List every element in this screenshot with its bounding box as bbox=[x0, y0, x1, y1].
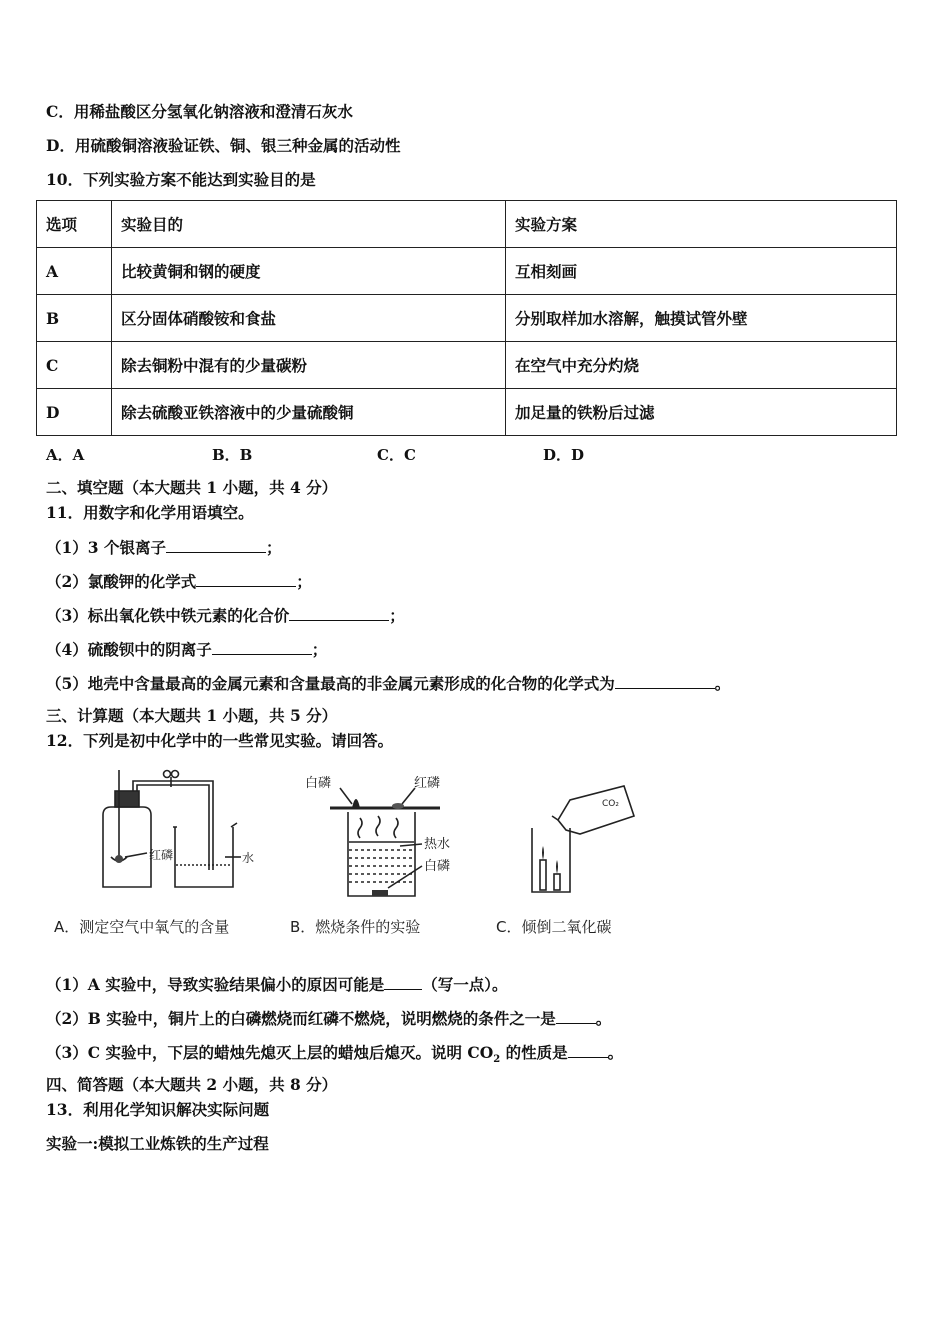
row-goal: 除去铜粉中混有的少量碳粉 bbox=[112, 342, 506, 389]
caption-a: A．测定空气中氧气的含量 bbox=[54, 918, 230, 936]
answer-blank[interactable] bbox=[615, 672, 715, 689]
row-plan: 在空气中充分灼烧 bbox=[506, 342, 897, 389]
label-white-phosphorus-bottom: 白磷 bbox=[424, 859, 451, 874]
answer-blank[interactable] bbox=[212, 638, 312, 655]
white-phosphorus-marker bbox=[372, 890, 388, 896]
label-red-phosphorus-a: 红磷 bbox=[149, 848, 174, 862]
answer-blank[interactable] bbox=[556, 1007, 596, 1024]
row-plan: 加足量的铁粉后过滤 bbox=[506, 389, 897, 436]
header-goal: 实验目的 bbox=[112, 201, 506, 248]
answer-blank[interactable] bbox=[196, 570, 296, 587]
q10-choice-c: C．C bbox=[377, 446, 416, 464]
q11-item-4-text: （4）硫酸钡中的阴离子 bbox=[46, 640, 212, 659]
q11-item-1-end: ； bbox=[265, 538, 282, 557]
q11-item-2-text: （2）氯酸钾的化学式 bbox=[46, 572, 197, 591]
q12-stem: 12．下列是初中化学中的一些常见实验。请回答。 bbox=[46, 731, 394, 750]
label-water: 水 bbox=[242, 851, 255, 865]
q12-sub-1-end: （写一点）。 bbox=[422, 975, 508, 994]
q11-item-3-end: ； bbox=[389, 606, 405, 625]
q11-item-2-end: ； bbox=[296, 572, 312, 591]
section2-heading: 二、填空题（本大题共 1 小题，共 4 分） bbox=[46, 478, 338, 497]
row-key: B bbox=[37, 295, 112, 342]
label-hot-water: 热水 bbox=[424, 837, 451, 852]
q12-sub-3-pre: （3）C 实验中，下层的蜡烛先熄灭上层的蜡烛后熄灭。说明 CO bbox=[46, 1043, 494, 1062]
header-option: 选项 bbox=[37, 201, 112, 248]
answer-blank[interactable] bbox=[289, 604, 389, 621]
q12-sub-2-end: 。 bbox=[595, 1009, 612, 1028]
table-row bbox=[37, 248, 897, 295]
header-plan: 实验方案 bbox=[506, 201, 897, 248]
answer-blank[interactable] bbox=[568, 1041, 608, 1058]
q12-sub-1 bbox=[46, 973, 507, 995]
q11-item-4 bbox=[46, 638, 327, 660]
q12-sub-1-text: （1）A 实验中，导致实验结果偏小的原因可能是 bbox=[46, 975, 385, 994]
experiment-1-title: 实验一:模拟工业炼铁的生产过程 bbox=[46, 1134, 269, 1153]
q11-item-2 bbox=[46, 570, 312, 592]
flame-icon bbox=[352, 799, 360, 808]
q12-sub-2 bbox=[46, 1007, 611, 1029]
q12-sub-3-end: 。 bbox=[607, 1043, 624, 1062]
table-row bbox=[37, 389, 897, 436]
figure-b-apparatus bbox=[300, 768, 480, 900]
section3-heading: 三、计算题（本大题共 1 小题，共 5 分） bbox=[46, 706, 338, 725]
upper-flame-icon bbox=[542, 846, 544, 860]
figure-a-apparatus bbox=[95, 765, 260, 895]
q9-option-d: D．用硫酸铜溶液验证铁、铜、银三种金属的活动性 bbox=[46, 136, 401, 155]
lower-flame-icon bbox=[556, 860, 558, 874]
q11-item-3 bbox=[46, 604, 405, 626]
table-header-row bbox=[37, 201, 897, 248]
row-goal: 区分固体硝酸铵和食盐 bbox=[112, 295, 506, 342]
q13-stem: 13．利用化学知识解决实际问题 bbox=[46, 1100, 270, 1119]
answer-blank[interactable] bbox=[166, 536, 266, 553]
red-phosphorus-marker bbox=[115, 855, 123, 863]
q10-choice-a: A．A bbox=[46, 446, 85, 464]
caption-c: C．倾倒二氧化碳 bbox=[496, 918, 612, 936]
row-goal: 除去硫酸亚铁溶液中的少量硫酸铜 bbox=[112, 389, 506, 436]
label-co2: CO₂ bbox=[602, 799, 619, 809]
label-red-phosphorus-top: 红磷 bbox=[414, 776, 441, 791]
q11-item-1 bbox=[46, 536, 281, 558]
row-plan: 分别取样加水溶解，触摸试管外壁 bbox=[506, 295, 897, 342]
table-row bbox=[37, 295, 897, 342]
row-plan: 互相刻画 bbox=[506, 248, 897, 295]
row-key: C bbox=[37, 342, 112, 389]
q12-sub-3-subscript: 2 bbox=[493, 1054, 501, 1066]
figure-c-apparatus bbox=[522, 780, 642, 898]
q11-item-1-text: （1）3 个银离子 bbox=[46, 538, 166, 557]
red-phosphorus-marker bbox=[392, 803, 404, 809]
q11-item-5-end: 。 bbox=[714, 674, 731, 693]
q12-sub-2-text: （2）B 实验中，铜片上的白磷燃烧而红磷不燃烧，说明燃烧的条件之一是 bbox=[46, 1009, 556, 1028]
q11-item-5 bbox=[46, 672, 730, 694]
q10-stem: 10．下列实验方案不能达到实验目的是 bbox=[46, 170, 316, 189]
q12-sub-3-post: 的性质是 bbox=[500, 1043, 568, 1062]
q11-item-3-text: （3）标出氧化铁中铁元素的化合价 bbox=[46, 606, 290, 625]
answer-blank[interactable] bbox=[384, 973, 422, 990]
caption-b: B．燃烧条件的实验 bbox=[290, 918, 421, 936]
q11-item-4-end: ； bbox=[311, 640, 328, 659]
q12-sub-3 bbox=[46, 1041, 623, 1070]
label-white-phosphorus-top: 白磷 bbox=[305, 776, 332, 791]
q9-option-c: C．用稀盐酸区分氢氧化钠溶液和澄清石灰水 bbox=[46, 102, 353, 121]
table-row bbox=[37, 342, 897, 389]
q11-stem: 11．用数字和化学用语填空。 bbox=[46, 503, 254, 522]
row-key: A bbox=[37, 248, 112, 295]
q11-item-5-text: （5）地壳中含量最高的金属元素和含量最高的非金属元素形成的化合物的化学式为 bbox=[46, 674, 615, 693]
row-goal: 比较黄铜和钢的硬度 bbox=[112, 248, 506, 295]
q10-choice-d: D．D bbox=[543, 446, 585, 464]
section4-heading: 四、简答题（本大题共 2 小题，共 8 分） bbox=[46, 1075, 338, 1094]
q10-table bbox=[36, 200, 897, 436]
row-key: D bbox=[37, 389, 112, 436]
q10-choice-b: B．B bbox=[212, 446, 253, 464]
